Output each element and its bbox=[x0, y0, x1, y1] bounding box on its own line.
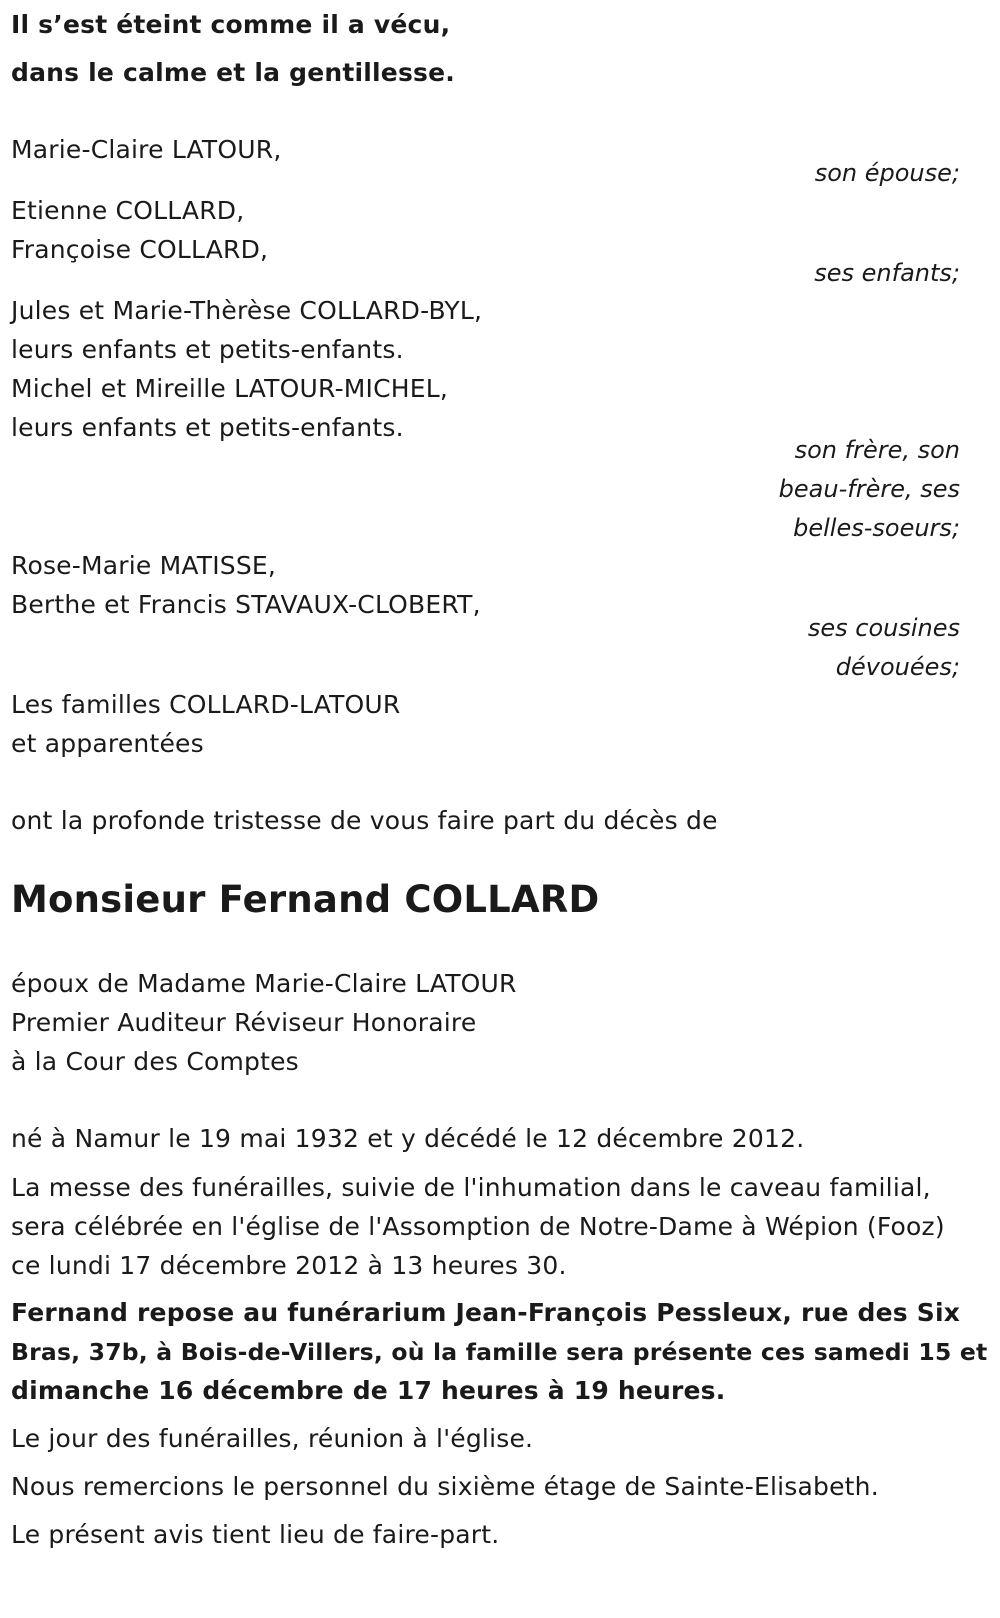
family-cousin-1: Rose-Marie MATISSE, bbox=[11, 551, 277, 580]
family-families-line-2: et apparentées bbox=[11, 729, 204, 758]
deceased-dates: né à Namur le 19 mai 1932 et y décédé le 12 décembre 2012. bbox=[11, 1124, 805, 1153]
deceased-detail-3: à la Cour des Comptes bbox=[11, 1047, 299, 1076]
family-child-1: Etienne COLLARD, bbox=[11, 196, 245, 225]
family-sibling-line-1: Jules et Marie-Thèrèse COLLARD-BYL, bbox=[11, 296, 483, 325]
family-spouse: Marie-Claire LATOUR, bbox=[11, 135, 282, 164]
relation-siblings-line-3: belles-soeurs; bbox=[793, 514, 960, 542]
intro-line-2: dans le calme et la gentillesse. bbox=[11, 58, 455, 87]
relation-cousins-line-2: dévouées; bbox=[835, 653, 960, 681]
relation-spouse: son épouse; bbox=[814, 159, 960, 187]
funeral-line-2: sera célébrée en l'église de l'Assomption de Notre-Dame à Wépion (Fooz) bbox=[11, 1212, 945, 1241]
relation-siblings-line-1: son frère, son bbox=[794, 436, 960, 464]
visitation-line-2: Bras, 37b, à Bois-de-Villers, où la famille sera présente ces samedi 15 et bbox=[11, 1338, 988, 1366]
relation-children: ses enfants; bbox=[814, 259, 960, 287]
funeral-line-3: ce lundi 17 décembre 2012 à 13 heures 30. bbox=[11, 1251, 567, 1280]
deceased-detail-2: Premier Auditeur Réviseur Honoraire bbox=[11, 1008, 477, 1037]
relation-siblings-line-2: beau-frère, ses bbox=[778, 475, 960, 503]
intro-line-1: Il s’est éteint comme il a vécu, bbox=[11, 10, 451, 39]
deceased-name: Monsieur Fernand COLLARD bbox=[11, 878, 600, 921]
visitation-line-3: dimanche 16 décembre de 17 heures à 19 heures. bbox=[11, 1376, 726, 1405]
announcement-text: ont la profonde tristesse de vous faire part du décès de bbox=[11, 806, 718, 835]
closing-notice: Le présent avis tient lieu de faire-part. bbox=[11, 1520, 500, 1549]
closing-meeting: Le jour des funérailles, réunion à l'église. bbox=[11, 1424, 534, 1453]
family-cousin-2: Berthe et Francis STAVAUX-CLOBERT, bbox=[11, 590, 481, 619]
funeral-line-1: La messe des funérailles, suivie de l'inhumation dans le caveau familial, bbox=[11, 1173, 931, 1202]
family-sibling-line-4: leurs enfants et petits-enfants. bbox=[11, 413, 404, 442]
family-families-line-1: Les familles COLLARD-LATOUR bbox=[11, 690, 401, 719]
deceased-detail-1: époux de Madame Marie-Claire LATOUR bbox=[11, 969, 517, 998]
closing-thanks: Nous remercions le personnel du sixième étage de Sainte-Elisabeth. bbox=[11, 1472, 879, 1501]
family-child-2: Françoise COLLARD, bbox=[11, 235, 269, 264]
visitation-line-1: Fernand repose au funérarium Jean-François Pessleux, rue des Six bbox=[11, 1298, 961, 1327]
family-sibling-line-2: leurs enfants et petits-enfants. bbox=[11, 335, 404, 364]
relation-cousins-line-1: ses cousines bbox=[807, 614, 960, 642]
family-sibling-line-3: Michel et Mireille LATOUR-MICHEL, bbox=[11, 374, 449, 403]
